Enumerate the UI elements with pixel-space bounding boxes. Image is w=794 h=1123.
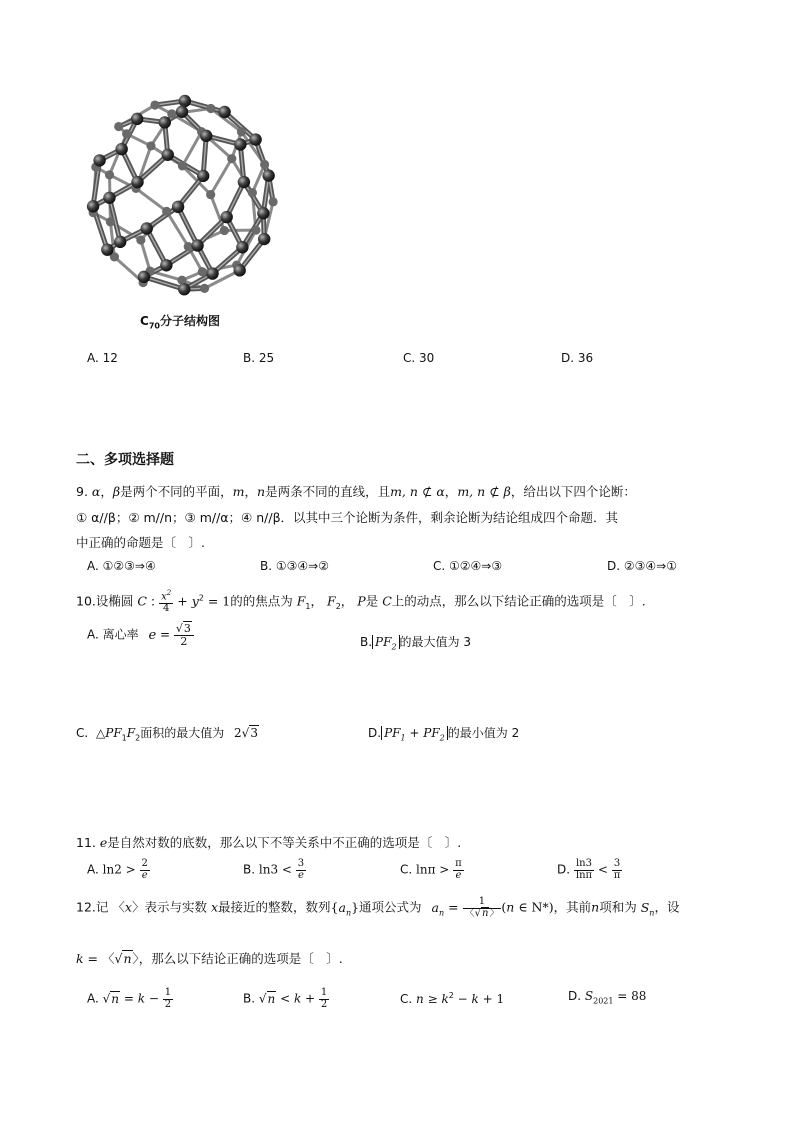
atom [206, 190, 215, 199]
atom [162, 207, 171, 216]
atom [206, 267, 218, 279]
q9-option-a: A. ①②③⇒④ [87, 559, 156, 573]
q12-option-d: D. $S_{2021} = 88$ [568, 989, 647, 1006]
atom [93, 154, 105, 166]
figure-caption: $C_{70}$分子结构图 [140, 314, 220, 331]
atom [114, 122, 123, 131]
atom [251, 226, 260, 235]
atom [160, 259, 172, 271]
c70-molecule-figure [80, 92, 285, 302]
atom [179, 95, 191, 107]
q12-line2: k = 〈√n〉，那么以下结论正确的选项是〔 〕. [76, 951, 343, 966]
atom [238, 176, 250, 188]
atom [105, 170, 114, 179]
atom [122, 129, 131, 138]
atom [220, 211, 232, 223]
atom [197, 170, 209, 182]
bond [182, 132, 201, 166]
bond [252, 164, 264, 192]
q11-option-c: C. lnπ > $\frac{\pi}{e}$ [400, 858, 462, 881]
q10-option-b: B. $PF_2$ 的最大值为 3 [360, 635, 471, 652]
atom [150, 100, 159, 109]
atom [257, 207, 269, 219]
atom [136, 235, 145, 244]
q9-option-c: C. ①②④⇒③ [433, 559, 503, 573]
bond [211, 159, 232, 195]
atom [236, 241, 248, 253]
atom [146, 141, 155, 150]
atom [178, 161, 187, 170]
bond [178, 207, 197, 246]
q12-option-b: B. √n < k + $\frac{1}{2}$ [243, 987, 328, 1010]
atom [131, 113, 143, 125]
atom [103, 192, 115, 204]
atom [178, 283, 190, 295]
atom [167, 109, 176, 118]
atom [198, 267, 207, 276]
q8-option-b: B. 25 [243, 351, 275, 365]
q8-option-a: A. 12 [87, 351, 118, 365]
q12-option-c: C. $n \ge k^2 - k + 1$ [400, 991, 505, 1006]
atom [248, 188, 257, 197]
atom [87, 200, 99, 212]
bond [136, 188, 167, 211]
atom [200, 130, 212, 142]
q9-line1: 9. α，β是两个不同的平面，m，n是两条不同的直线，且m, n ⊄ α，m, n ⊄ β，给出以下四个论断： [76, 484, 636, 499]
bond [147, 229, 167, 266]
q9-option-d: D. ②③④⇒① [607, 559, 677, 573]
atom [131, 176, 143, 188]
q10-option-a: A. 离心率 e = $\frac{√3}{2}$ [87, 623, 194, 647]
atom [101, 243, 113, 255]
atom [141, 222, 153, 234]
q11-stem: 11. e是自然对数的底数，那么以下不等关系中不正确的选项是〔 〕. [76, 835, 462, 850]
atom [262, 169, 274, 181]
atom [220, 226, 229, 235]
atom [227, 154, 236, 163]
atom [233, 264, 245, 276]
atom [258, 233, 270, 245]
atom [237, 127, 246, 136]
atom [260, 160, 269, 169]
atom [206, 104, 215, 113]
atom [138, 271, 150, 283]
atom [268, 197, 277, 206]
atom [191, 239, 203, 251]
q10-stem: 10.设椭圆 C : $\frac{x^2}{4}$ + $y^2 = 1$的的焦点为 $F_1$， $F_2$， P是 C上的动点，那么以下结论正确的选项是〔 〕. [76, 589, 646, 614]
q11-option-b: B. ln3 < $\frac{3}{e}$ [243, 858, 305, 881]
atom [200, 284, 209, 293]
atom [114, 236, 126, 248]
q12-option-a: A. √n = k − $\frac{1}{2}$ [87, 987, 172, 1010]
q11-option-a: A. ln2 > $\frac{2}{e}$ [87, 858, 148, 881]
atom [234, 138, 246, 150]
atom [162, 149, 174, 161]
q9-line2: ① α//β；② m//n；③ m//α；④ n//β．以其中三个论断为条件，剩余论断为结论组成四个命题．其 [76, 510, 619, 525]
atom [218, 106, 230, 118]
q11-option-d: D. $\frac{\ln 3}{\ln\pi}$ < $\frac{3}{\pi}$ [557, 858, 621, 881]
atom [106, 217, 115, 226]
q9-option-b: B. ①③④⇒② [260, 559, 329, 573]
q10-option-c: C. $\triangle PF_1F_2$面积的最大值为 2√3 [76, 726, 258, 743]
q8-option-c: C. 30 [403, 351, 435, 365]
atom [249, 133, 261, 145]
q12-line1: 12.记 〈x〉表示与实数 x最接近的整数，数列$\{a_n\}$通项公式为 $a_n$ = $\frac{1}{〈√n〉}$ (n ∈ N*)，其前n项和为 $S_n$，设 [76, 896, 680, 919]
atom [115, 143, 127, 155]
atom [176, 106, 188, 118]
bond [141, 240, 150, 271]
atom [159, 116, 171, 128]
section-title: 二、多项选择题 [76, 452, 174, 468]
q9-line3: 中正确的命题是〔 〕. [76, 535, 205, 550]
atom [172, 201, 184, 213]
q10-option-d: D. $PF_1 + PF_2$ 的最小值为 2 [368, 726, 520, 743]
q8-option-d: D. 36 [561, 351, 594, 365]
